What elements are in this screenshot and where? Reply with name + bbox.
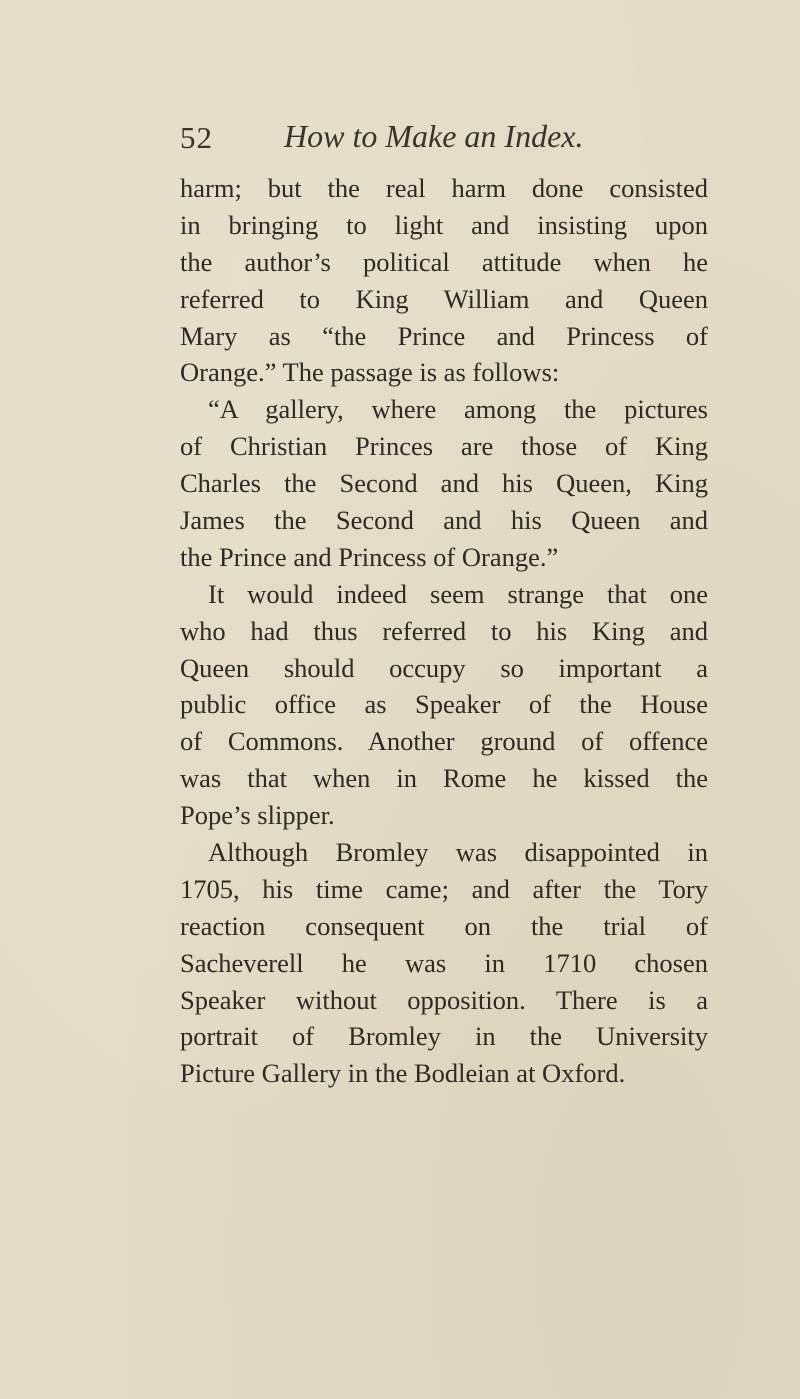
text-line: Queen should occupy so important a (180, 652, 708, 683)
text-line: Speaker without opposition. There is a (180, 984, 708, 1015)
text-line: Orange.” The passage is as follows: (180, 357, 560, 388)
text-line: “A gallery, where among the pictures (208, 394, 708, 425)
text-line: It would indeed seem strange that one (208, 578, 708, 609)
text-line: of Commons. Another ground of offence (180, 726, 708, 757)
body-text (180, 170, 708, 1092)
text-line: Picture Gallery in the Bodleian at Oxford. (180, 1058, 626, 1089)
text-line: referred to King William and Queen (180, 283, 708, 314)
text-line: the Prince and Princess of Orange.” (180, 541, 559, 572)
text-line: Sacheverell he was in 1710 chosen (180, 947, 708, 978)
text-line: Pope’s slipper. (180, 800, 335, 831)
text-line: public office as Speaker of the House (180, 689, 708, 720)
running-head (180, 118, 650, 158)
text-line: in bringing to light and insisting upon (180, 209, 708, 240)
running-title: How to Make an Index. (284, 118, 584, 154)
text-line: harm; but the real harm done consisted (180, 173, 708, 203)
text-line: of Christian Princes are those of King (180, 431, 708, 462)
page-number: 52 (180, 120, 213, 155)
text-line: Mary as “the Prince and Princess of (180, 320, 708, 351)
text-line: who had thus referred to his King and (180, 615, 708, 646)
text-line: portrait of Bromley in the University (180, 1021, 708, 1052)
text-line: the author’s political attitude when he (180, 246, 708, 277)
text-line: James the Second and his Queen and (180, 505, 708, 536)
text-line: Although Bromley was disappointed in (208, 837, 708, 868)
text-line: was that when in Rome he kissed the (180, 763, 708, 794)
text-line: 1705, his time came; and after the Tory (180, 873, 708, 904)
text-line: reaction consequent on the trial of (180, 910, 708, 941)
text-line: Charles the Second and his Queen, King (180, 468, 708, 499)
